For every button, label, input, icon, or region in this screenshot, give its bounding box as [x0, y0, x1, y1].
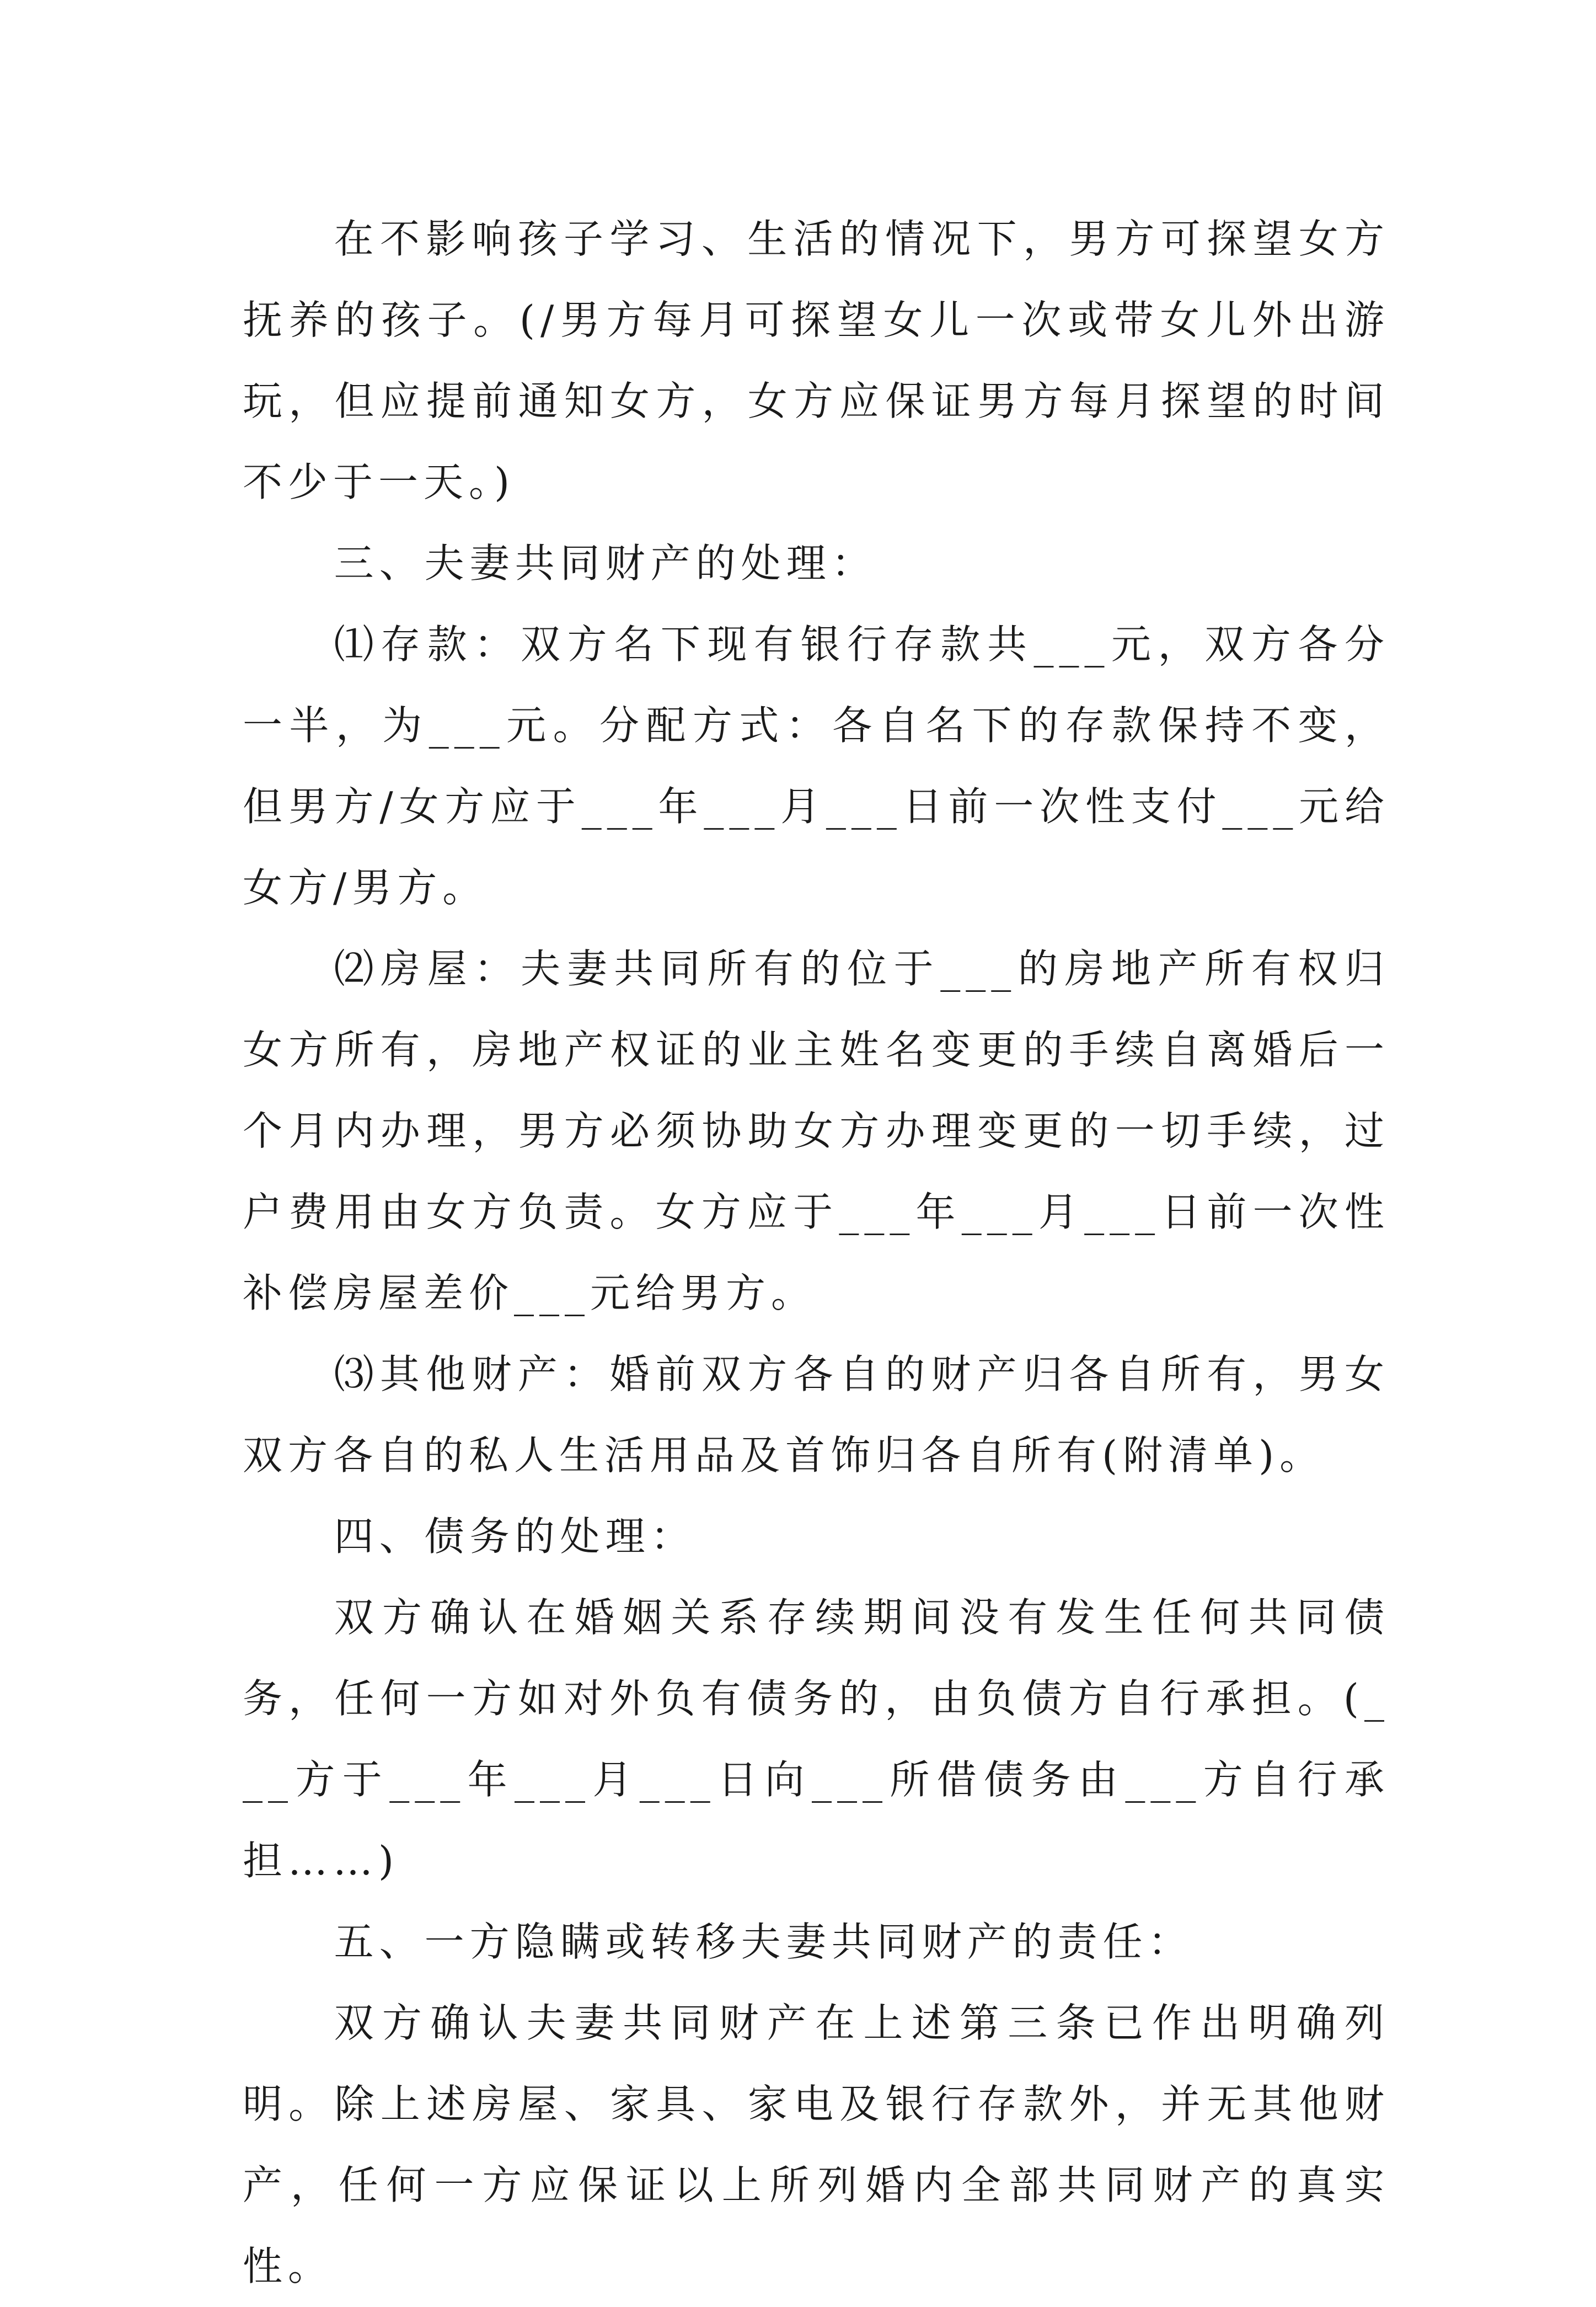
paragraph-savings: ⑴存款：双方名下现有银行存款共___元，双方各分一半，为___元。分配方式：各自名下的存款保持不变，但男方/女方应于___年___月___日前一次性支付___元给女方/男方。 — [243, 621, 1390, 911]
paragraph-concealment: 双方确认夫妻共同财产在上述第三条已作出明确列明。除上述房屋、家具、家电及银行存款外，并无其他财产，任何一方应保证以上所列婚内全部共同财产的真实性。 — [243, 2000, 1390, 2289]
paragraph-other-property: ⑶其他财产：婚前双方各自的财产归各自所有，男女双方各自的私人生活用品及首饰归各自所有(附清单)。 — [243, 1351, 1390, 1478]
section-heading-concealment: 五、一方隐瞒或转移夫妻共同财产的责任： — [334, 1919, 1193, 1965]
paragraph-debts: 双方确认在婚姻关系存续期间没有发生任何共同债务，任何一方如对外负有债务的，由负债方自行承担。(___方于___年___月___日向___所借债务由___方自行承担……) — [243, 1594, 1390, 1884]
section-heading-property: 三、夫妻共同财产的处理： — [334, 540, 877, 586]
section-heading-debts: 四、债务的处理： — [334, 1513, 696, 1560]
paragraph-visitation: 在不影响孩子学习、生活的情况下，男方可探望女方抚养的孩子。(/男方每月可探望女儿一次或带女儿外出游玩，但应提前通知女方，女方应保证男方每月探望的时间不少于一天。) — [243, 216, 1390, 505]
document-body — [243, 199, 1390, 2307]
paragraph-house: ⑵房屋：夫妻共同所有的位于___的房地产所有权归女方所有，房地产权证的业主姓名变更的手续自离婚后一个月内办理，男方必须协助女方办理变更的一切手续，过户费用由女方负责。女方应于___年___月___日前一次性补偿房屋差价___元给男方。 — [243, 946, 1390, 1316]
